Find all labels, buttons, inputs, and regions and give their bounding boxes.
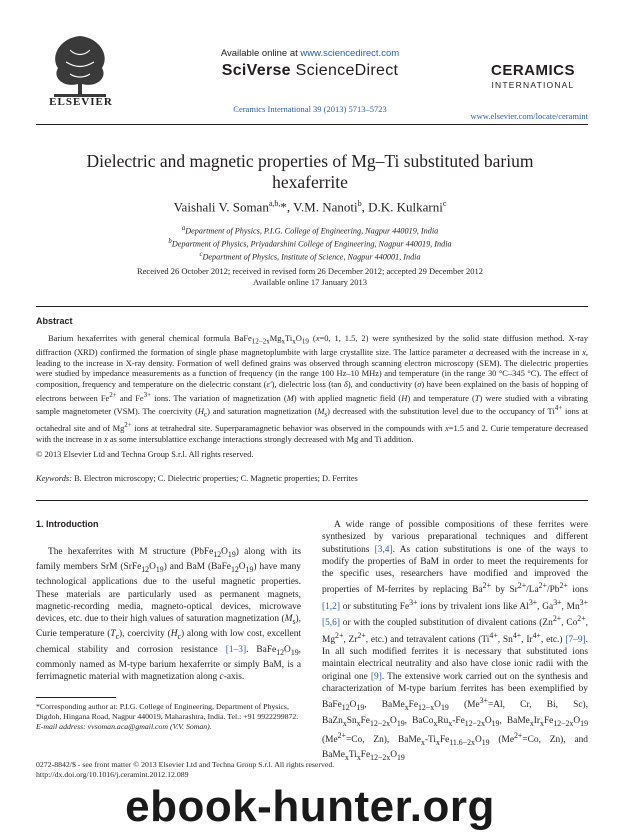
corresponding-author-footnote: *Corresponding author at: P.I.G. College of Engineering, Department of Physics, Digdoh, Hingana Road, Nagpur 440019, Maharashtra, India. Tel.: +91 9922299872. E-mail address: vvsoman.aca@gmail.com (V.V. Soman).: [36, 702, 301, 732]
affiliation-c: $^c$Department of Physics, Institute of Science, Nagpur 440001, India: [199, 251, 421, 263]
intro-right-column: A wide range of possible compositions of these ferrites were synthesized by various preparational techniques and different substitutions [3,4]. As cation substitutions is one of the ways to modify the properties of BaM in order to meet the requirements for the specific uses, researchers have modified and improved the properties of M-ferrites by replacing $Ba^{2+}$ by $Sr^{2+}/La^{2+}/Pb^{2+}$ ions [1,2] or substituting $Fe^{3+}$ ions by trivalent ions like $Al^{3+}$, $Ga^{3+}$, $Mn^{3+}$ [5,6] or with the coupled substitution of divalent cations ($Zn^{2+}$, $Co^{2+}$, $Mg^{2+}$, $Zr^{2+}$, etc.) and tetravalent cations ($Ti^{4+}$, $Sn^{4+}$, $Ir^{4+}$, etc.) [7–9]. In all such modified ferrites it is necessary that substituted ions maintain electrical neutrality and also have close ionic radii with the original one [9]. The extensive work carried out on the synthesis and characterization of M-type barium ferrites has been exemplified by $BaFe_{12}O_{19}$, $BaMe_xFe_{12-x}O_{19}$ ($Me^{3+}=Al$, Cr, Bi, Sc), $BaZn_xSn_xFe_{12-2x}O_{19}$, $BaCo_xRu_x-Fe_{12-2x}O_{19}$, $BaMe_xIr_xFe_{12-2x}O_{19}$ ($Me^{2+}=Co$, Zn), $BaMe_x-Ti_xFe_{11.6-2x}O_{19}$ ($Me^{2+}=Co$, Zn), and $BaMe_xTi_xFe_{12-2x}O_{19}$: [322, 520, 589, 762]
issn-doi: 0272-8842/$ - see front matter © 2013 Elsevier Ltd and Techna Group S.r.l. All rights reserved. http://dx.doi.org/10.1016/j.ceramint.2012.12.089: [36, 760, 416, 780]
journal-url-link[interactable]: www.elsevier.com/locate/ceramint: [470, 111, 588, 121]
header-rule: [36, 124, 588, 125]
platform-wordmark: SciVerse ScienceDirect: [221, 62, 399, 79]
section-heading: 1. Introduction: [36, 519, 99, 529]
abstract-text: Barium hexaferrites with general chemical formula $BaFe_{12-2x}Mg_xTi_xO_{19}$ (x=0, 1, 1.5, 2) were synthesized by the solid state diffusion method. X-ray diffraction (XRD) confirmed the formation of single phase magnetoplumbite with large crystallite size. The lattice parameter a decreased with the increase in x, leading to the increase in X-ray density. Formation of well defined grains was observed through scanning electron microscopy (SEM). The dielectric properties were studied by impedance measurements as a function of frequency (in the range 100 Hz–10 MHz) and temperature (in the range 30 °C–345 °C). The effect of composition, frequency and temperature on the dielectric constant (ε′), dielectric loss (tan δ), and conductivity (σ) have been explained on the basis of hopping of electrons between $Fe^{2+}$ and $Fe^{3+}$ ions. The variation of magnetization (M) with applied magnetic field (H) and temperature (T) were studied with a vibrating sample magnetometer (VSM). The coercivity $(H_c)$ and saturation magnetization $(M_s)$ decreased with the substitution level due to the occupancy of $Ti^{4+}$ ions at octahedral site and of $Mg^{2+}$ ions at tetrahedral site. Superparamagnetic behavior was observed in the compounds with x=1.5 and 2. Curie temperature decreased with the increase in x as some intersublattice exchange interactions strongly decreased with Mg and Ti addition.: [36, 333, 589, 444]
article-dates: Received 26 October 2012; received in revised form 26 December 2012; accepted 29 December 2012 Available online 17 January 2013: [136, 266, 483, 287]
affiliation-b: $^b$Department of Physics, Priyadarshini College of Engineering, Nagpur 440019, India: [168, 238, 452, 249]
footnote-rule: [36, 697, 116, 698]
article-title: Dielectric and magnetic properties of Mg–Ti substituted barium hexaferrite: [86, 151, 534, 192]
abstract-rule-top: [36, 306, 588, 307]
keywords: Keywords: B. Electron microscopy; C. Dielectric properties; C. Magnetic properties; D. Ferrites: [36, 474, 358, 483]
doi-link[interactable]: http://dx.doi.org/10.1016/j.ceramint.2012.12.089: [36, 770, 189, 779]
journal-logo: CERAMICS INTERNATIONAL: [490, 62, 575, 90]
available-online: Available online at www.sciencedirect.com: [220, 48, 400, 59]
journal-citation[interactable]: Ceramics International 39 (2013) 5713–5723: [233, 104, 387, 114]
copyright-line: © 2013 Elsevier Ltd and Techna Group S.r.l. All rights reserved.: [36, 449, 254, 459]
abstract-heading: Abstract: [36, 316, 73, 326]
publisher-name: ELSEVIER: [49, 96, 113, 108]
author-list: Vaishali V. Soman$^{a,b,}$*, V.M. Nanoti$^b$, D.K. Kulkarni$^c$: [173, 199, 447, 215]
affiliations: [0, 224, 620, 264]
sciencedirect-link[interactable]: www.sciencedirect.com: [300, 48, 400, 59]
author-email[interactable]: E-mail address: vvsoman.aca@gmail.com (V.V. Soman).: [36, 722, 212, 731]
citation-link[interactable]: [1–3]: [225, 644, 247, 655]
affiliation-a: $^a$Department of Physics, P.I.G. College of Engineering, Nagpur 440019, India: [181, 225, 439, 236]
abstract-rule-bottom: [36, 500, 588, 501]
intro-left-column: The hexaferrites with M structure $(PbFe_{12}O_{19})$ along with its family members SrM $(SrFe_{12}O_{19})$ and BaM $(BaFe_{12}O_{19})$ have many technological applications due to the useful magnetic properties. These materials are particularly used as permanent magnets, magnetic-recording media, magneto-optical devices, microwave devices, etc. due to their high values of saturation magnetization $(M_s)$, Curie temperature $(T_c)$, coercivity $(H_c)$ along with low cost, excellent chemical stability and corrosion resistance [1–3]. $BaFe_{12}O_{19}$, commonly named as M-type barium hexaferrite or simply BaM, is a ferrimagnetic material with magnetization along c-axis.: [36, 547, 301, 683]
watermark: ebook-hunter.org: [125, 782, 495, 831]
